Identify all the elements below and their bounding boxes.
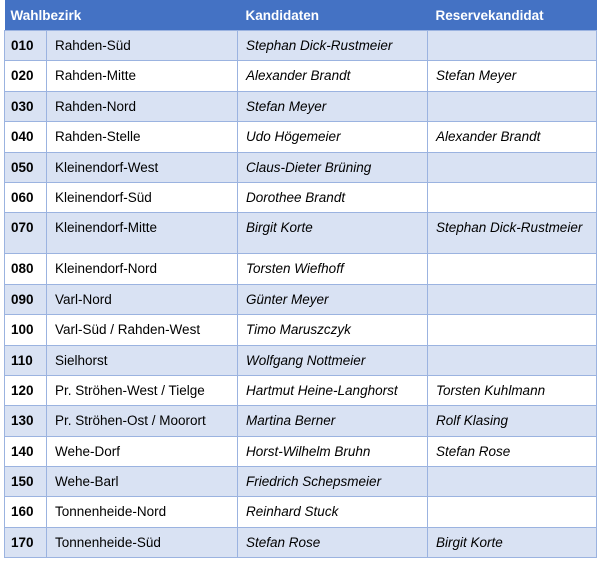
header-reservekandidat: Reservekandidat xyxy=(428,0,597,31)
table-row xyxy=(5,61,597,91)
reserve-candidate-name: Stefan Rose xyxy=(428,436,597,466)
reserve-candidate-name: Alexander Brandt xyxy=(428,122,597,152)
table-row xyxy=(5,497,597,527)
table-row xyxy=(5,436,597,466)
district-number: 020 xyxy=(5,61,47,91)
table-row xyxy=(5,182,597,212)
district-name: Rahden-Süd xyxy=(47,31,238,61)
table-row xyxy=(5,315,597,345)
district-name: Tonnenheide-Nord xyxy=(47,497,238,527)
district-number: 110 xyxy=(5,345,47,375)
district-number: 040 xyxy=(5,122,47,152)
candidate-name: Martina Berner xyxy=(238,406,428,436)
candidate-name: Torsten Wiefhoff xyxy=(238,254,428,284)
district-name: Pr. Ströhen-Ost / Moorort xyxy=(47,406,238,436)
candidate-name: Hartmut Heine-Langhorst xyxy=(238,375,428,405)
district-number: 050 xyxy=(5,152,47,182)
district-number: 070 xyxy=(5,213,47,254)
table-row xyxy=(5,122,597,152)
reserve-candidate-name xyxy=(428,497,597,527)
candidate-name: Horst-Wilhelm Bruhn xyxy=(238,436,428,466)
district-number: 150 xyxy=(5,467,47,497)
district-name: Wehe-Dorf xyxy=(47,436,238,466)
reserve-candidate-name xyxy=(428,182,597,212)
table-row xyxy=(5,91,597,121)
candidate-name: Timo Maruszczyk xyxy=(238,315,428,345)
reserve-candidate-name: Rolf Klasing xyxy=(428,406,597,436)
candidate-name: Udo Högemeier xyxy=(238,122,428,152)
district-name: Kleinendorf-West xyxy=(47,152,238,182)
district-number: 120 xyxy=(5,375,47,405)
candidate-name: Günter Meyer xyxy=(238,284,428,314)
reserve-candidate-name xyxy=(428,31,597,61)
district-name: Pr. Ströhen-West / Tielge xyxy=(47,375,238,405)
district-name: Kleinendorf-Mitte xyxy=(47,213,238,254)
district-number: 030 xyxy=(5,91,47,121)
header-kandidaten: Kandidaten xyxy=(238,0,428,31)
table-row xyxy=(5,31,597,61)
reserve-candidate-name xyxy=(428,315,597,345)
district-name: Kleinendorf-Süd xyxy=(47,182,238,212)
district-name: Rahden-Nord xyxy=(47,91,238,121)
reserve-candidate-name xyxy=(428,467,597,497)
district-name: Kleinendorf-Nord xyxy=(47,254,238,284)
candidate-name: Dorothee Brandt xyxy=(238,182,428,212)
table-row xyxy=(5,406,597,436)
district-number: 160 xyxy=(5,497,47,527)
reserve-candidate-name: Stefan Meyer xyxy=(428,61,597,91)
table-row xyxy=(5,284,597,314)
reserve-candidate-name xyxy=(428,152,597,182)
district-number: 090 xyxy=(5,284,47,314)
district-name: Rahden-Mitte xyxy=(47,61,238,91)
district-name: Varl-Nord xyxy=(47,284,238,314)
reserve-candidate-name: Birgit Korte xyxy=(428,527,597,557)
candidates-table xyxy=(4,0,597,558)
district-number: 100 xyxy=(5,315,47,345)
district-number: 140 xyxy=(5,436,47,466)
candidate-name: Stefan Meyer xyxy=(238,91,428,121)
candidate-name: Reinhard Stuck xyxy=(238,497,428,527)
document-page xyxy=(4,0,596,558)
table-row xyxy=(5,527,597,557)
table-header-row xyxy=(5,0,597,31)
district-name: Tonnenheide-Süd xyxy=(47,527,238,557)
table-row xyxy=(5,213,597,254)
district-number: 060 xyxy=(5,182,47,212)
candidate-name: Alexander Brandt xyxy=(238,61,428,91)
district-number: 010 xyxy=(5,31,47,61)
reserve-candidate-name xyxy=(428,284,597,314)
district-number: 080 xyxy=(5,254,47,284)
candidate-name: Stefan Rose xyxy=(238,527,428,557)
reserve-candidate-name xyxy=(428,345,597,375)
table-row xyxy=(5,254,597,284)
table-body xyxy=(5,31,597,558)
header-wahlbezirk: Wahlbezirk xyxy=(5,0,238,31)
district-number: 130 xyxy=(5,406,47,436)
district-name: Rahden-Stelle xyxy=(47,122,238,152)
candidate-name: Birgit Korte xyxy=(238,213,428,254)
candidate-name: Stephan Dick-Rustmeier xyxy=(238,31,428,61)
reserve-candidate-name xyxy=(428,91,597,121)
district-name: Varl-Süd / Rahden-West xyxy=(47,315,238,345)
district-name: Wehe-Barl xyxy=(47,467,238,497)
candidate-name: Claus-Dieter Brüning xyxy=(238,152,428,182)
table-row xyxy=(5,345,597,375)
reserve-candidate-name xyxy=(428,254,597,284)
district-number: 170 xyxy=(5,527,47,557)
reserve-candidate-name: Stephan Dick-Rustmeier xyxy=(428,213,597,254)
candidate-name: Wolfgang Nottmeier xyxy=(238,345,428,375)
table-row xyxy=(5,467,597,497)
table-row xyxy=(5,375,597,405)
table-row xyxy=(5,152,597,182)
candidate-name: Friedrich Schepsmeier xyxy=(238,467,428,497)
district-name: Sielhorst xyxy=(47,345,238,375)
reserve-candidate-name: Torsten Kuhlmann xyxy=(428,375,597,405)
